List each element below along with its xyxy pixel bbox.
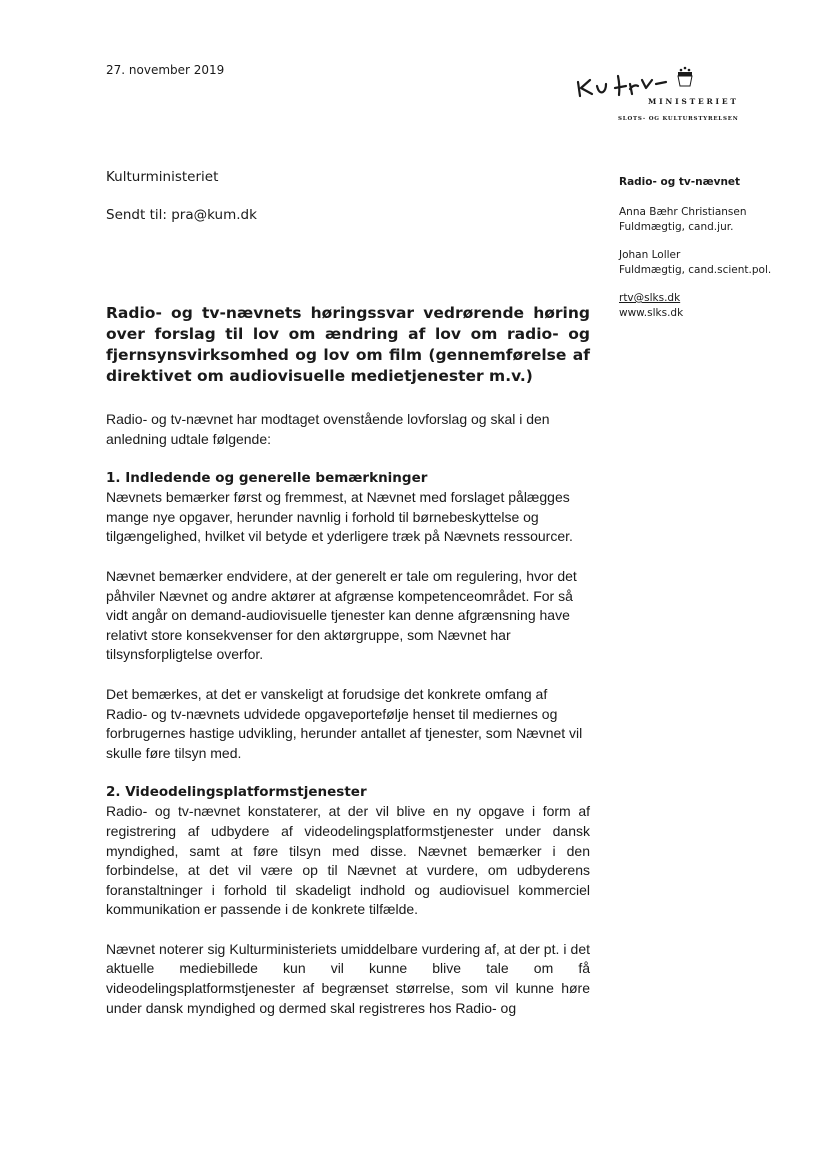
document-title: Radio- og tv-nævnets høringssvar vedrørende høring over forslag til lov om ændring af lov om radio- og fjernsynsvirksomhed og lov om film (gennemførelse af direktivet om audiovisuelle medietjenester m.v.) (106, 304, 590, 385)
document-body (106, 410, 590, 1038)
body-paragraph: Nævnet noterer sig Kulturministeriets umiddelbare vurdering af, at der pt. i det aktuelle mediebillede kun vil kunne blive tale om få videodelingsplatformstjenester af begrænset størrelse, som vil kunne høre under dansk myndighed og dermed skal registreres hos Radio- og (106, 940, 590, 1016)
sender-sidebar (619, 175, 809, 321)
section-heading: 2. Videodelingsplatformstjenester (106, 784, 367, 801)
kulturministeriet-logo (570, 62, 760, 132)
contact-person (619, 205, 809, 235)
logo-ministeriet-text: MINISTERIET (648, 97, 739, 106)
body-paragraph: Radio- og tv-nævnet konstaterer, at der vil blive en ny opgave i form af registrering af udbydere af videodelingsplatformstjenester under dansk myndighed, samt at føre tilsyn med disse. Nævnet bemærker i den forbindelse, at det vil være op til Nævnet at vurdere, om udbyderens foranstaltninger i forhold til skadeligt indhold og audiovisuel kommerciel kommunikation er passende i de konkrete tilfælde. (106, 803, 590, 918)
recipient-name: Kulturministeriet (106, 169, 219, 185)
contact-name: Anna Bæhr Christiansen (619, 206, 747, 218)
body-paragraph: Det bemærkes, at det er vanskeligt at forudsige det konkrete omfang af Radio- og tv-nævnets udvidede opgaveportefølje henset til mediernes og forbrugernes hastige udvikling, herunder antallet af tjenester, som Nævnet vil skulle føre tilsyn med. (106, 685, 583, 761)
contact-name: Johan Loller (619, 249, 681, 261)
body-paragraph: Nævnet bemærker endvidere, at der generelt er tale om regulering, hvor det påhviler Nævnet og andre aktører at afgrænse kompetenceområdet. For så vidt angår on demand-audiovisuelle tjenester kan denne afgrænsning have relativt store konsekvenser for den aktørgruppe, som Nævnet har tilsynsforpligtelse overfor. (106, 567, 577, 663)
body-paragraph: Nævnets bemærker først og fremmest, at Nævnet med forslaget pålægges mange nye opgaver, herunder navnlig i forhold til børnebeskyttelse og tilgængelighed, hvilket vil betyde et yderligere træk på Nævnets ressourcer. (106, 489, 573, 545)
contact-title: Fuldmægtig, cand.jur. (619, 221, 734, 233)
section-heading: 1. Indledende og generelle bemærkninger (106, 470, 428, 487)
letter-date: 27. november 2019 (106, 63, 225, 77)
logo-script-mark (570, 62, 760, 102)
website-text: www.slks.dk (619, 307, 684, 319)
sent-to-line: Sendt til: pra@kum.dk (106, 207, 257, 223)
logo-subtitle: SLOTS- OG KULTURSTYRELSEN (618, 116, 739, 122)
sender-org: Radio- og tv-nævnet (619, 176, 741, 188)
intro-paragraph: Radio- og tv-nævnet har modtaget ovenstående lovforslag og skal i den anledning udtale følgende: (106, 411, 550, 447)
contact-title: Fuldmægtig, cand.scient.pol. (619, 264, 772, 276)
contact-person (619, 248, 809, 278)
contact-email-link[interactable]: rtv@slks.dk (619, 292, 681, 304)
